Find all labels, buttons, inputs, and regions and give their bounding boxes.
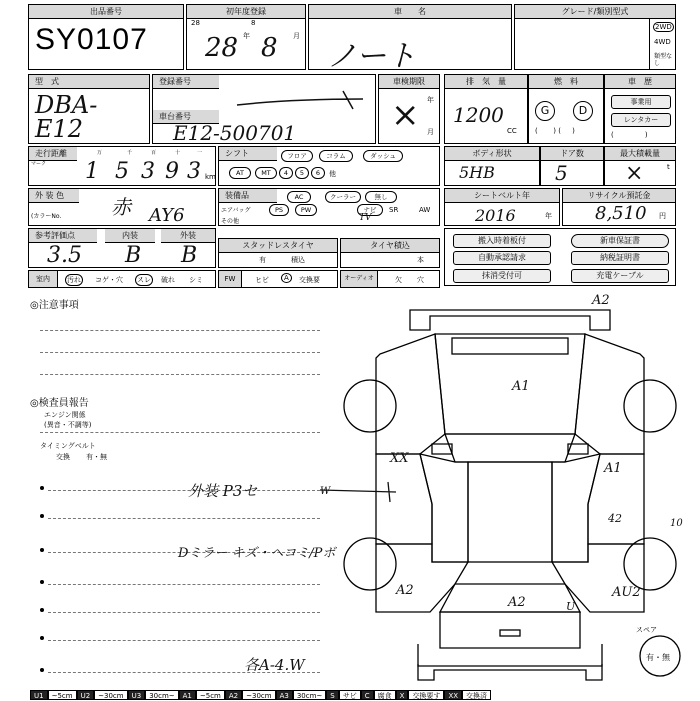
equip-sr: SR: [389, 206, 399, 214]
recycle-unit: 円: [659, 212, 666, 220]
equip-nav: ナビ: [357, 204, 383, 216]
interior-grade: B: [125, 243, 142, 268]
drive-2wd: 2WD: [655, 23, 672, 31]
seatbelt-year: 2016: [475, 206, 516, 225]
shift-header: シフト: [219, 147, 277, 161]
note-leader-stroke: [318, 474, 398, 504]
seatbelt-unit: 年: [545, 212, 552, 220]
legend-value: 交換済: [462, 690, 491, 700]
shift-mt: MT: [255, 167, 277, 179]
interior-row-label: 室内: [29, 271, 58, 287]
legend-value: 30cm~: [293, 690, 326, 700]
recycle-header: リサイクル預託金: [563, 189, 675, 203]
fw-label: FW: [219, 271, 242, 287]
inspector-engine-sub: (異音・不調等): [44, 421, 92, 429]
damage-mark-a1-right: A1: [604, 461, 622, 476]
equip-cooler: クーラー: [325, 191, 361, 203]
capacity-header: 最大積載量: [605, 147, 675, 161]
registration-strike: [233, 89, 373, 115]
damage-mark-a1-hood: A1: [512, 379, 530, 394]
mileage-digit: 3: [141, 159, 155, 184]
interior-row: [28, 270, 216, 288]
equip-none: 無し: [365, 191, 397, 203]
legend-value: ~30cm: [242, 690, 275, 700]
damage-mark-w: W: [320, 486, 331, 497]
equip-ac: AC: [287, 191, 311, 203]
history-rental: レンタカー: [611, 113, 671, 127]
recycle-value: 8,510: [595, 203, 647, 224]
fw-swap: 交換要: [299, 276, 320, 284]
damage-mark-a2-center: A2: [508, 595, 526, 610]
registration-box: [152, 74, 376, 144]
inspection-value: ×: [391, 95, 420, 135]
inspector-yes-no: 有・無: [86, 453, 107, 461]
shift-floor: フロア: [281, 150, 313, 162]
first-reg-year-unit: 年: [243, 32, 250, 40]
inspector-note-2: Dミラー キズ・ヘコミ/Pボ: [178, 546, 336, 561]
legend-key: A2: [225, 690, 242, 700]
interior-header: 内装: [105, 229, 155, 243]
displacement-header: 排 気 量: [445, 75, 527, 89]
legend-value: 腐食: [374, 690, 396, 700]
interior-scuff: スレ: [137, 276, 151, 284]
lot-number-header: 出品番号: [29, 5, 183, 19]
inspector-note-1: 外装 P3セ: [188, 482, 258, 500]
equipment-box: [218, 188, 440, 226]
studless-header: スタッドレスタイヤ: [219, 239, 337, 253]
documents-box: [444, 228, 676, 286]
history-business: 事業用: [611, 95, 671, 109]
damage-mark-xx: XX: [390, 451, 409, 466]
lot-number: SY0107: [35, 23, 148, 56]
equip-aw: AW: [419, 206, 431, 214]
shift-dash: ダッシュ: [363, 150, 403, 162]
doc-4: 納税証明書: [571, 251, 669, 265]
inspector-swap: 交換: [56, 453, 70, 461]
equip-airbag: エアバッグ: [221, 207, 251, 214]
chassis-header: 車台番号: [153, 110, 219, 124]
mileage-header: 走行距離: [29, 147, 77, 161]
body-shape: 5HB: [459, 163, 495, 182]
legend-key: A1: [179, 690, 196, 700]
capacity-box: [604, 146, 676, 186]
shift-other: 他: [329, 170, 336, 178]
equipment-header: 装備品: [219, 189, 277, 203]
interior-tear: 破れ: [161, 276, 175, 284]
color-header: 外 装 色: [29, 189, 79, 203]
inspector-title: ◎検査員報告: [30, 398, 89, 409]
doors-header: ドア数: [541, 147, 603, 161]
legend-key: U1: [30, 690, 48, 700]
registration-header: 登録番号: [153, 75, 219, 89]
grade-header: グレード/類別型式: [515, 5, 675, 19]
mileage-unit: km: [205, 173, 216, 181]
body-shape-box: [444, 146, 540, 186]
body-shape-header: ボディ形状: [445, 147, 539, 161]
mileage-digit: 5: [115, 159, 129, 184]
seatbelt-header: シートベルト年: [445, 189, 559, 203]
shift-4: 4: [279, 167, 293, 179]
legend-key: U3: [128, 690, 146, 700]
legend-value: 30cm~: [145, 690, 178, 700]
tire-load-header: タイヤ積込: [341, 239, 439, 253]
damage-mark-42: 42: [608, 512, 622, 525]
legend-value: ~30cm: [94, 690, 127, 700]
tire-load-box: [340, 238, 440, 268]
legend-value: ~5cm: [48, 690, 77, 700]
first-reg-year: 28: [205, 33, 239, 63]
recycle-box: [562, 188, 676, 226]
interior-stain: シミ: [189, 276, 203, 284]
legend-key: C: [361, 690, 374, 700]
displacement-box: [444, 74, 528, 144]
tire-load-unit: 本: [417, 256, 424, 264]
inspection-year-unit: 年: [427, 96, 434, 104]
equip-ps: PS: [269, 204, 289, 216]
seatbelt-box: [444, 188, 560, 226]
drive-none: 類型なし: [654, 53, 673, 67]
color-value: 赤: [111, 195, 131, 219]
model-name: ノート: [327, 39, 417, 74]
inspector-engine: エンジン関係: [44, 411, 86, 419]
studless-yes: 有: [259, 256, 266, 264]
mileage-box: 走行距離 マーク 万 千 百 十 一 1 5 3 9 3 km: [28, 146, 216, 186]
mileage-digit: 3: [187, 159, 201, 184]
history-box: 車 歴 事業用 レンタカー ( ): [604, 74, 676, 144]
studless-box: [218, 238, 338, 268]
doors-value: 5: [555, 161, 568, 185]
shift-box: [218, 146, 440, 186]
studless-loaded: 積込: [291, 256, 305, 264]
history-header: 車 歴: [605, 75, 675, 89]
equip-other: その他: [221, 218, 240, 225]
mileage-digit: 9: [165, 159, 179, 184]
interior-burn: コゲ・穴: [95, 276, 123, 284]
spare-label: スペア: [636, 626, 657, 634]
first-reg-month: 8: [261, 33, 278, 63]
interior-dirt: 汚れ: [67, 276, 81, 284]
score-header: 参考評価点: [29, 229, 97, 243]
damage-mark-au2: AU2: [612, 585, 641, 600]
first-registration-header: 初年度登録: [187, 5, 305, 19]
score-value: 3.5: [47, 243, 82, 268]
damage-mark-10: 10: [670, 518, 683, 529]
inspector-timing: タイミングベルト: [40, 442, 96, 450]
damage-mark-a2-left: A2: [396, 583, 414, 598]
audio-row: [340, 270, 440, 288]
chassis-number: E12-500701: [173, 121, 297, 145]
shift-6: 6: [311, 167, 325, 179]
mileage-mark: マーク: [31, 161, 47, 167]
first-reg-month-unit: 月: [293, 32, 300, 40]
inspection-box: [378, 74, 440, 144]
lot-number-box: [28, 4, 184, 70]
color-sub: (カラーNo.: [31, 213, 62, 220]
grade-box: [514, 4, 676, 70]
legend-key: S: [326, 690, 338, 700]
fuel-d: D: [573, 101, 593, 121]
doc-1: 搬入時着板付: [453, 234, 551, 248]
displacement-unit: CC: [507, 127, 517, 135]
legend-key: A3: [276, 690, 293, 700]
legend-value: 交換要す: [408, 690, 444, 700]
damage-mark-a2-top: A2: [592, 293, 610, 308]
inspector-note-3: 各A-4.W: [244, 656, 305, 674]
model-type-header: 型 式: [29, 75, 149, 89]
exterior-grade: B: [181, 243, 198, 268]
legend-key: XX: [444, 690, 462, 700]
score-box: [28, 228, 216, 268]
damage-mark-u: U: [566, 600, 576, 613]
shift-at: AT: [229, 167, 251, 179]
inspection-month-unit: 月: [427, 128, 434, 136]
capacity-value: ×: [625, 161, 644, 186]
displacement-value: 1200: [453, 103, 504, 127]
doors-box: [540, 146, 604, 186]
inspection-header: 車検期限: [379, 75, 439, 89]
doc-6: 充電ケーブル: [571, 269, 669, 283]
first-registration-box: [186, 4, 306, 70]
audio-missing: 欠: [395, 276, 402, 284]
color-box: [28, 188, 216, 226]
notes-title: ◎注意事項: [30, 300, 79, 311]
legend-value: ~5cm: [196, 690, 225, 700]
doc-2: 新車保証書: [571, 234, 669, 248]
spare-value: 有・無: [646, 653, 670, 662]
model-type: DBA-E12: [35, 91, 98, 143]
fw-crack: ヒビ: [255, 276, 269, 284]
audio-label: オーディオ: [341, 271, 378, 287]
doc-5: 抹消受付可: [453, 269, 551, 283]
fw-row: [218, 270, 338, 288]
first-reg-year-print: 28: [191, 19, 200, 27]
drive-4wd: 4WD: [654, 38, 671, 46]
color-code: AY6: [149, 205, 185, 226]
mileage-digit: 1: [85, 159, 99, 184]
exterior-header: 外装: [161, 229, 215, 243]
model-name-box: [308, 4, 512, 74]
legend-value: サビ: [339, 690, 361, 700]
fuel-g: G: [535, 101, 555, 121]
doc-3: 自動承認請求: [453, 251, 551, 265]
audio-hole: 穴: [417, 276, 424, 284]
fuel-header: 燃 料: [529, 75, 603, 89]
fw-a: A: [281, 273, 292, 283]
damage-legend: [30, 690, 700, 700]
first-reg-month-print: 8: [251, 19, 256, 27]
fuel-box: 燃 料 G D ( ) ( ): [528, 74, 604, 144]
legend-key: X: [396, 690, 409, 700]
shift-5: 5: [295, 167, 309, 179]
legend-key: U2: [77, 690, 95, 700]
equip-pw: PW: [295, 204, 317, 216]
shift-column: コラム: [319, 150, 353, 162]
model-name-header: 車 名: [309, 5, 511, 19]
equip-note: TV: [359, 213, 372, 223]
model-type-box: [28, 74, 150, 144]
capacity-unit: t: [667, 163, 670, 171]
